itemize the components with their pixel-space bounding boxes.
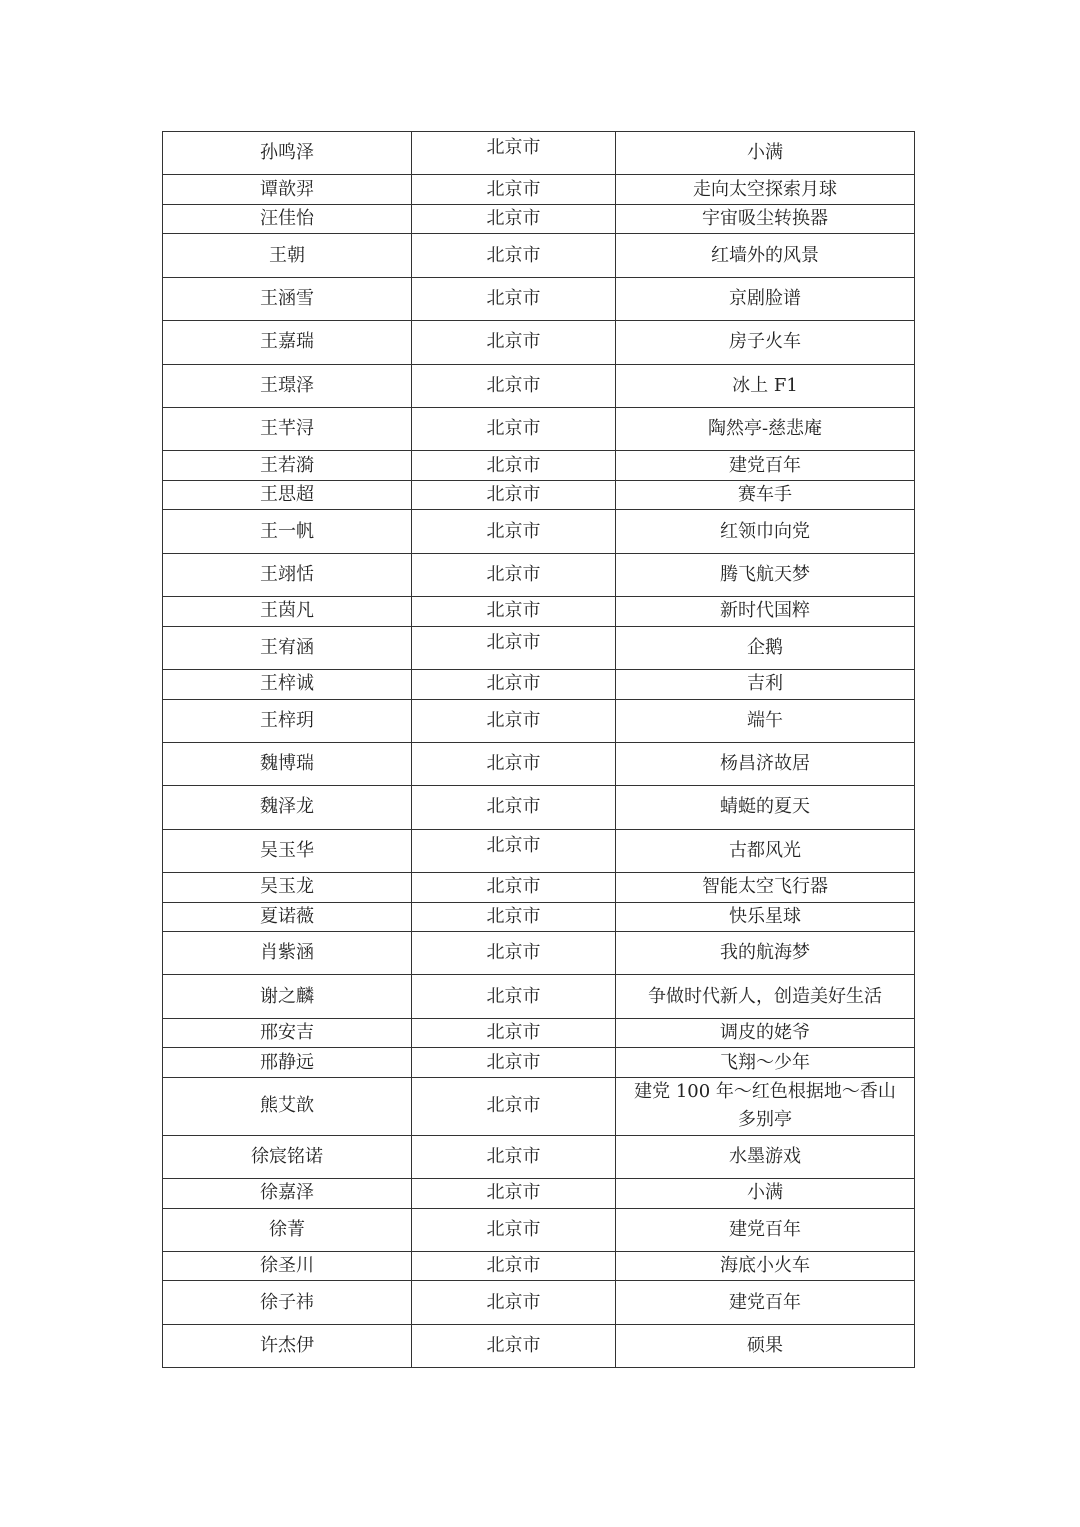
city-cell: 北京市 bbox=[412, 626, 616, 669]
participant-name-cell: 魏泽龙 bbox=[163, 786, 412, 829]
table-row bbox=[163, 1208, 915, 1251]
award-list-table bbox=[162, 131, 915, 1368]
participant-name-cell: 王芊浔 bbox=[163, 407, 412, 450]
work-title-cell: 飞翔～少年 bbox=[616, 1048, 915, 1078]
table-row bbox=[163, 321, 915, 364]
city-cell: 北京市 bbox=[412, 451, 616, 481]
table-row bbox=[163, 1018, 915, 1048]
table-row bbox=[163, 1048, 915, 1078]
participant-name-cell: 邢静远 bbox=[163, 1048, 412, 1078]
participant-name-cell: 邢安吉 bbox=[163, 1018, 412, 1048]
table-row bbox=[163, 132, 915, 175]
participant-name-cell: 吴玉华 bbox=[163, 829, 412, 872]
participant-name-cell: 谭歆羿 bbox=[163, 175, 412, 205]
city-cell: 北京市 bbox=[412, 742, 616, 785]
city-cell: 北京市 bbox=[412, 234, 616, 277]
participant-name-cell: 徐圣川 bbox=[163, 1251, 412, 1281]
work-title-cell: 智能太空飞行器 bbox=[616, 873, 915, 903]
city-cell: 北京市 bbox=[412, 873, 616, 903]
work-title-cell: 房子火车 bbox=[616, 321, 915, 364]
table-row bbox=[163, 1251, 915, 1281]
work-title-cell: 海底小火车 bbox=[616, 1251, 915, 1281]
table-row bbox=[163, 1324, 915, 1367]
city-cell: 北京市 bbox=[412, 364, 616, 407]
participant-name-cell: 汪佳怡 bbox=[163, 204, 412, 234]
work-title-cell: 快乐星球 bbox=[616, 902, 915, 932]
participant-name-cell: 徐宸铭诺 bbox=[163, 1135, 412, 1178]
work-title-cell: 京剧脸谱 bbox=[616, 277, 915, 320]
participant-name-cell: 王宥涵 bbox=[163, 626, 412, 669]
table-row bbox=[163, 670, 915, 700]
participant-name-cell: 肖紫涵 bbox=[163, 932, 412, 975]
work-title-cell: 建党百年 bbox=[616, 1281, 915, 1324]
table-row bbox=[163, 1077, 915, 1135]
work-title-cell: 赛车手 bbox=[616, 480, 915, 510]
city-cell: 北京市 bbox=[412, 932, 616, 975]
work-title-cell: 走向太空探索月球 bbox=[616, 175, 915, 205]
table-row bbox=[163, 597, 915, 627]
city-cell: 北京市 bbox=[412, 829, 616, 872]
city-cell: 北京市 bbox=[412, 553, 616, 596]
work-title-cell: 吉利 bbox=[616, 670, 915, 700]
city-cell: 北京市 bbox=[412, 597, 616, 627]
city-cell: 北京市 bbox=[412, 1018, 616, 1048]
work-title-cell: 杨昌济故居 bbox=[616, 742, 915, 785]
participant-name-cell: 王嘉瑞 bbox=[163, 321, 412, 364]
city-cell: 北京市 bbox=[412, 407, 616, 450]
table-row bbox=[163, 277, 915, 320]
table-row bbox=[163, 1179, 915, 1209]
city-cell: 北京市 bbox=[412, 1281, 616, 1324]
work-title-cell: 冰上 F1 bbox=[616, 364, 915, 407]
work-title-cell: 宇宙吸尘转换器 bbox=[616, 204, 915, 234]
table-row bbox=[163, 873, 915, 903]
table-row bbox=[163, 204, 915, 234]
city-cell: 北京市 bbox=[412, 1077, 616, 1135]
table-row bbox=[163, 510, 915, 553]
work-title-cell: 企鹅 bbox=[616, 626, 915, 669]
work-title-cell: 腾飞航天梦 bbox=[616, 553, 915, 596]
work-title-cell: 我的航海梦 bbox=[616, 932, 915, 975]
participant-name-cell: 徐菁 bbox=[163, 1208, 412, 1251]
table-row bbox=[163, 234, 915, 277]
participant-name-cell: 徐嘉泽 bbox=[163, 1179, 412, 1209]
table-row bbox=[163, 626, 915, 669]
table-row bbox=[163, 175, 915, 205]
participant-name-cell: 王朝 bbox=[163, 234, 412, 277]
city-cell: 北京市 bbox=[412, 204, 616, 234]
work-title-cell: 红领巾向党 bbox=[616, 510, 915, 553]
work-title-cell: 水墨游戏 bbox=[616, 1135, 915, 1178]
city-cell: 北京市 bbox=[412, 277, 616, 320]
city-cell: 北京市 bbox=[412, 670, 616, 700]
participant-name-cell: 徐子祎 bbox=[163, 1281, 412, 1324]
table-row bbox=[163, 829, 915, 872]
city-cell: 北京市 bbox=[412, 1324, 616, 1367]
table-row bbox=[163, 742, 915, 785]
table-row bbox=[163, 451, 915, 481]
city-cell: 北京市 bbox=[412, 1048, 616, 1078]
participant-name-cell: 许杰伊 bbox=[163, 1324, 412, 1367]
table-row bbox=[163, 407, 915, 450]
city-cell: 北京市 bbox=[412, 510, 616, 553]
participant-name-cell: 王一帆 bbox=[163, 510, 412, 553]
participant-name-cell: 王梓诚 bbox=[163, 670, 412, 700]
table-body bbox=[163, 132, 915, 1368]
participant-name-cell: 谢之麟 bbox=[163, 975, 412, 1018]
work-title-cell: 建党 100 年～红色根据地～香山多别亭 bbox=[616, 1077, 915, 1135]
table-row bbox=[163, 932, 915, 975]
table-row bbox=[163, 480, 915, 510]
participant-name-cell: 魏博瑞 bbox=[163, 742, 412, 785]
city-cell: 北京市 bbox=[412, 1251, 616, 1281]
work-title-cell: 小满 bbox=[616, 1179, 915, 1209]
work-title-cell: 端午 bbox=[616, 699, 915, 742]
city-cell: 北京市 bbox=[412, 1179, 616, 1209]
participant-name-cell: 吴玉龙 bbox=[163, 873, 412, 903]
work-title-cell: 陶然亭-慈悲庵 bbox=[616, 407, 915, 450]
work-title-cell: 古都风光 bbox=[616, 829, 915, 872]
table-row bbox=[163, 364, 915, 407]
table-row bbox=[163, 786, 915, 829]
work-title-cell: 红墙外的风景 bbox=[616, 234, 915, 277]
city-cell: 北京市 bbox=[412, 902, 616, 932]
work-title-cell: 调皮的姥爷 bbox=[616, 1018, 915, 1048]
participant-name-cell: 王翊恬 bbox=[163, 553, 412, 596]
work-title-cell: 新时代国粹 bbox=[616, 597, 915, 627]
participant-name-cell: 王梓玥 bbox=[163, 699, 412, 742]
participant-name-cell: 王思超 bbox=[163, 480, 412, 510]
work-title-cell: 硕果 bbox=[616, 1324, 915, 1367]
participant-name-cell: 王若漪 bbox=[163, 451, 412, 481]
table-row bbox=[163, 699, 915, 742]
participant-name-cell: 熊艾歆 bbox=[163, 1077, 412, 1135]
city-cell: 北京市 bbox=[412, 1208, 616, 1251]
city-cell: 北京市 bbox=[412, 175, 616, 205]
table-row bbox=[163, 1281, 915, 1324]
city-cell: 北京市 bbox=[412, 699, 616, 742]
table-row bbox=[163, 975, 915, 1018]
participant-name-cell: 夏诺薇 bbox=[163, 902, 412, 932]
work-title-cell: 建党百年 bbox=[616, 451, 915, 481]
work-title-cell: 蜻蜓的夏天 bbox=[616, 786, 915, 829]
table-row bbox=[163, 902, 915, 932]
work-title-cell: 小满 bbox=[616, 132, 915, 175]
city-cell: 北京市 bbox=[412, 975, 616, 1018]
city-cell: 北京市 bbox=[412, 786, 616, 829]
work-title-cell: 建党百年 bbox=[616, 1208, 915, 1251]
participant-name-cell: 王璟泽 bbox=[163, 364, 412, 407]
table-row bbox=[163, 1135, 915, 1178]
city-cell: 北京市 bbox=[412, 132, 616, 175]
participant-name-cell: 王涵雪 bbox=[163, 277, 412, 320]
city-cell: 北京市 bbox=[412, 480, 616, 510]
city-cell: 北京市 bbox=[412, 321, 616, 364]
city-cell: 北京市 bbox=[412, 1135, 616, 1178]
participant-name-cell: 王茵凡 bbox=[163, 597, 412, 627]
table-row bbox=[163, 553, 915, 596]
participant-name-cell: 孙鸣泽 bbox=[163, 132, 412, 175]
work-title-cell: 争做时代新人，创造美好生活 bbox=[616, 975, 915, 1018]
